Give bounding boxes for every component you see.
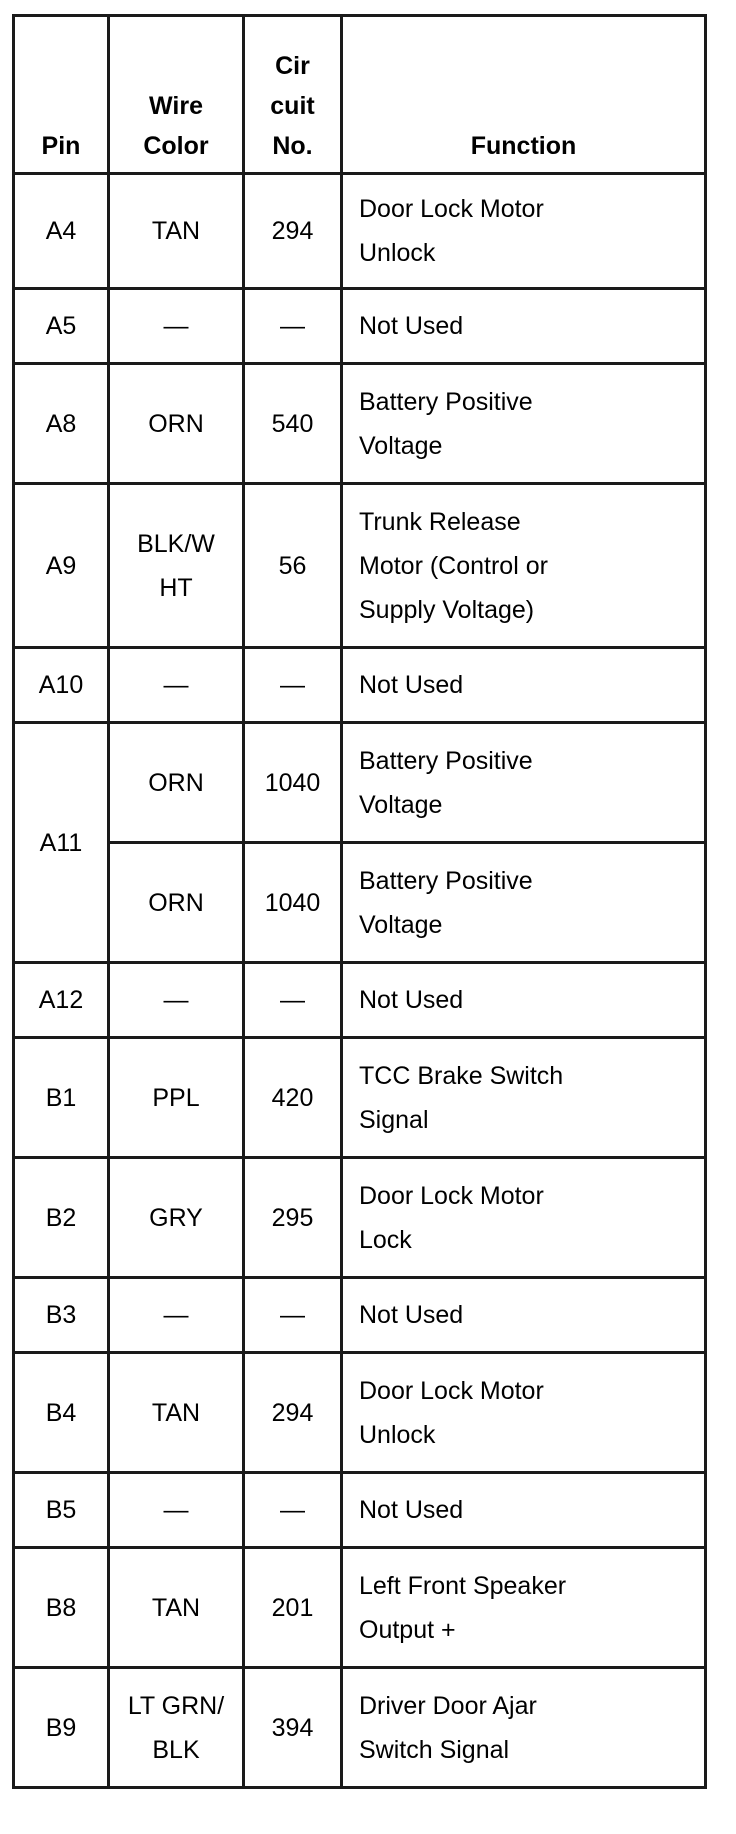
pin-cell: A11 xyxy=(14,723,109,963)
circuit-cell: 294 xyxy=(244,174,342,289)
table-row xyxy=(14,648,706,723)
wire-color-cell: TAN xyxy=(109,174,244,289)
pin-cell: B2 xyxy=(14,1158,109,1278)
function-cell: Not Used xyxy=(342,1278,706,1353)
table-row xyxy=(14,843,706,963)
wire-color-cell: — xyxy=(109,648,244,723)
pin-cell: A10 xyxy=(14,648,109,723)
wire-color-cell: — xyxy=(109,963,244,1038)
pin-cell: A9 xyxy=(14,484,109,648)
function-cell: Door Lock Motor Unlock xyxy=(342,1353,706,1473)
header-function: Function xyxy=(342,16,706,174)
function-cell: Not Used xyxy=(342,1473,706,1548)
circuit-cell: 295 xyxy=(244,1158,342,1278)
function-cell: Driver Door Ajar Switch Signal xyxy=(342,1668,706,1788)
function-cell: TCC Brake Switch Signal xyxy=(342,1038,706,1158)
table-row xyxy=(14,963,706,1038)
pin-cell: B9 xyxy=(14,1668,109,1788)
table-row xyxy=(14,1473,706,1548)
circuit-cell: — xyxy=(244,1473,342,1548)
wire-color-cell: PPL xyxy=(109,1038,244,1158)
pin-cell: A8 xyxy=(14,364,109,484)
wire-color-cell: — xyxy=(109,1473,244,1548)
pin-cell: B5 xyxy=(14,1473,109,1548)
circuit-cell: — xyxy=(244,648,342,723)
circuit-cell: 540 xyxy=(244,364,342,484)
pin-cell: B1 xyxy=(14,1038,109,1158)
circuit-cell: 394 xyxy=(244,1668,342,1788)
table-row xyxy=(14,1548,706,1668)
table-row xyxy=(14,1668,706,1788)
circuit-cell: 56 xyxy=(244,484,342,648)
circuit-cell: — xyxy=(244,963,342,1038)
circuit-cell: — xyxy=(244,1278,342,1353)
table-row xyxy=(14,1038,706,1158)
function-cell: Door Lock Motor Lock xyxy=(342,1158,706,1278)
function-cell: Not Used xyxy=(342,648,706,723)
table-row xyxy=(14,364,706,484)
header-circuit-no: Cir cuit No. xyxy=(244,16,342,174)
wire-color-cell: GRY xyxy=(109,1158,244,1278)
circuit-cell: 294 xyxy=(244,1353,342,1473)
circuit-cell: 1040 xyxy=(244,723,342,843)
circuit-cell: — xyxy=(244,289,342,364)
function-cell: Door Lock Motor Unlock xyxy=(342,174,706,289)
circuit-cell: 201 xyxy=(244,1548,342,1668)
table-row xyxy=(14,1353,706,1473)
header-pin: Pin xyxy=(14,16,109,174)
table-row xyxy=(14,484,706,648)
circuit-cell: 420 xyxy=(244,1038,342,1158)
table-row xyxy=(14,289,706,364)
function-cell: Battery Positive Voltage xyxy=(342,843,706,963)
wire-color-cell: BLK/W HT xyxy=(109,484,244,648)
circuit-cell: 1040 xyxy=(244,843,342,963)
pin-cell: A4 xyxy=(14,174,109,289)
wire-color-cell: ORN xyxy=(109,723,244,843)
table-row xyxy=(14,723,706,843)
wire-color-cell: ORN xyxy=(109,364,244,484)
wire-color-cell: — xyxy=(109,1278,244,1353)
pin-cell: A12 xyxy=(14,963,109,1038)
function-cell: Not Used xyxy=(342,963,706,1038)
wire-color-cell: TAN xyxy=(109,1548,244,1668)
table-row xyxy=(14,1278,706,1353)
wire-color-cell: ORN xyxy=(109,843,244,963)
wire-color-cell: LT GRN/ BLK xyxy=(109,1668,244,1788)
wire-color-cell: — xyxy=(109,289,244,364)
pin-cell: A5 xyxy=(14,289,109,364)
pin-cell: B3 xyxy=(14,1278,109,1353)
table-row xyxy=(14,174,706,289)
function-cell: Battery Positive Voltage xyxy=(342,364,706,484)
wire-color-cell: TAN xyxy=(109,1353,244,1473)
header-wire-color: Wire Color xyxy=(109,16,244,174)
pin-cell: B8 xyxy=(14,1548,109,1668)
function-cell: Left Front Speaker Output + xyxy=(342,1548,706,1668)
header-row xyxy=(14,16,706,174)
function-cell: Not Used xyxy=(342,289,706,364)
pin-cell: B4 xyxy=(14,1353,109,1473)
connector-pinout-table xyxy=(12,14,707,1789)
function-cell: Battery Positive Voltage xyxy=(342,723,706,843)
function-cell: Trunk Release Motor (Control or Supply Voltage) xyxy=(342,484,706,648)
table-row xyxy=(14,1158,706,1278)
